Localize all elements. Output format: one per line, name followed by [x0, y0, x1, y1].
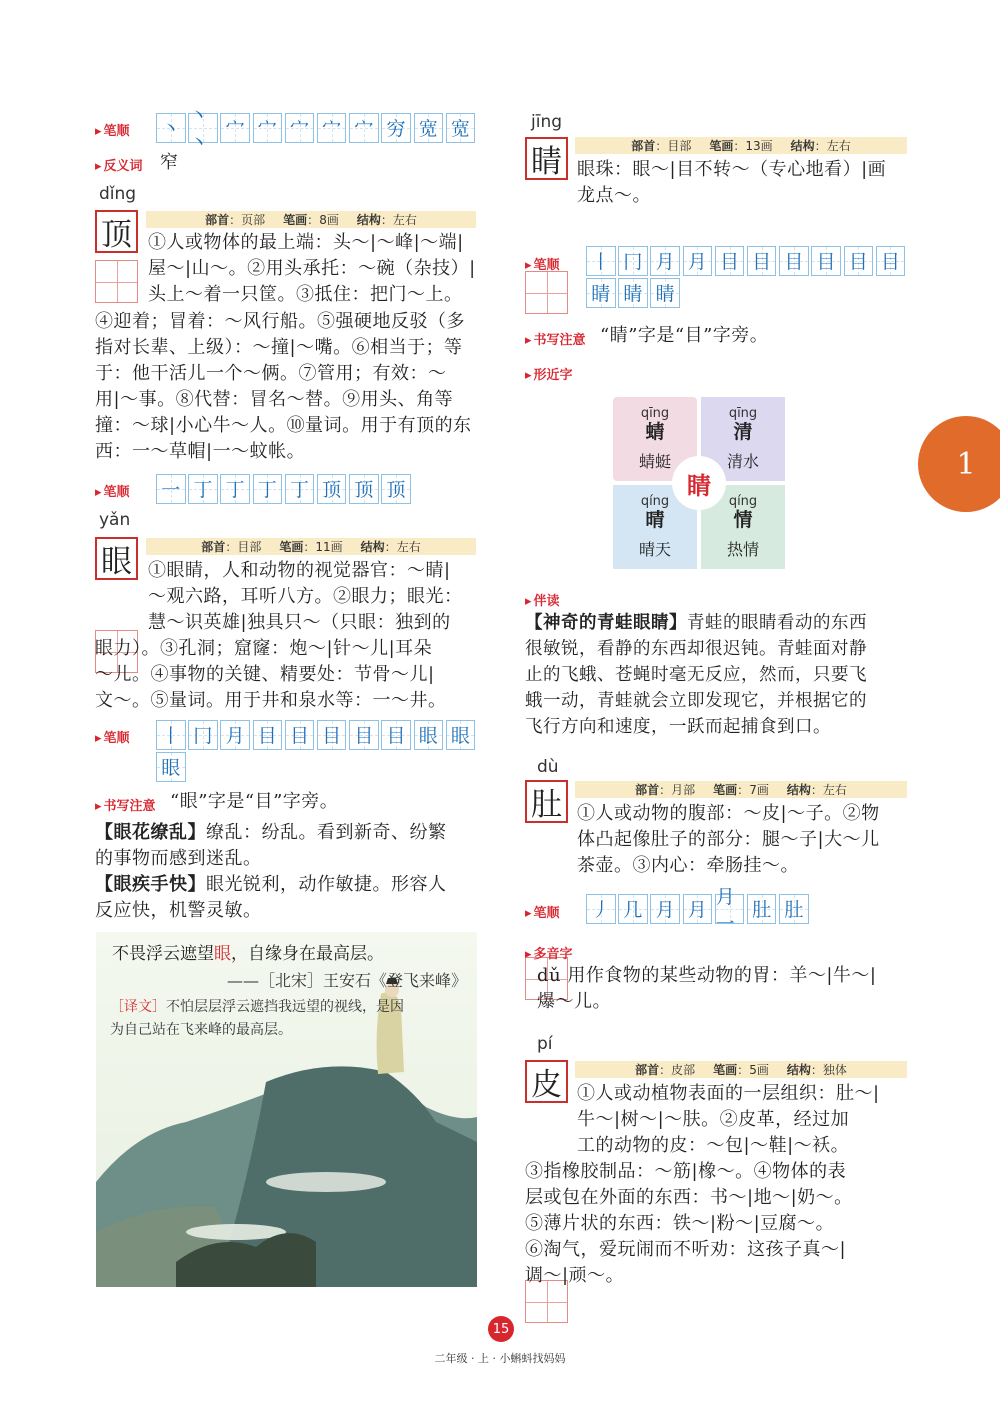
reading-line: 很敏锐，看静的东西却很迟钝。青蛙面对静: [525, 639, 867, 659]
jing-writing-grid: [525, 271, 568, 314]
poem-author: ——［北宋］王安石《登飞来峰》: [226, 971, 467, 990]
stroke-order-label: ▸ 笔顺: [525, 902, 560, 921]
stroke-glyph: 肚: [784, 899, 804, 922]
yan-idiom-1: 【眼花缭乱】缭乱：纷乱。看到新奇、纷繁: [95, 822, 447, 843]
jing-def-line: 龙点～。: [577, 185, 651, 206]
yan-stroke-order: [156, 720, 478, 782]
stroke-glyph: 目: [322, 725, 342, 748]
pi-def-line: ⑥淘气，爱玩闹而不听劝：这孩子真～|: [525, 1239, 847, 1260]
stroke-step: [220, 474, 250, 504]
stroke-step: [650, 278, 680, 308]
stroke-glyph: 丁: [193, 479, 213, 502]
stroke-glyph: 丶丶: [189, 104, 209, 154]
stroke-step: [381, 720, 411, 750]
page-number: 15: [488, 1316, 514, 1342]
du-def-line: ①人或动物的腹部：～皮|～子。②物: [577, 803, 880, 824]
du-polyphonic-line: 爆～儿。: [537, 991, 611, 1012]
yan-def-line: 慧～识英雄|独具只～（只眼：独到的: [148, 612, 451, 633]
similar-chars-center: 睛: [672, 456, 726, 510]
stroke-glyph: 丁: [289, 479, 309, 502]
polyphonic-label: ▸ 多音字: [525, 943, 573, 962]
stroke-glyph: 月: [655, 899, 675, 922]
stroke-order-label: ▸ 笔顺: [525, 254, 560, 273]
stroke-glyph: 宀: [289, 118, 309, 141]
yan-idiom-1-cont: 的事物而感到迷乱。: [95, 848, 262, 869]
similar-char-qing-water: qīng 清 清水: [701, 397, 785, 481]
pi-def-line: 调～|顽～。: [525, 1265, 625, 1286]
stroke-step: [220, 113, 250, 143]
stroke-step: [349, 113, 379, 143]
ding-def-line: 于：他干活儿一个～俩。⑦管用；有效：～: [95, 363, 447, 384]
stroke-glyph: 睛: [591, 283, 611, 306]
similar-char-qing-insect: qīng 蜻 蜻蜓: [613, 397, 697, 481]
stroke-glyph: 丶: [161, 118, 181, 141]
pi-def-line: 牛～|树～|～肤。②皮革，经过加: [577, 1109, 850, 1130]
stroke-step: [285, 720, 315, 750]
stroke-step: [253, 474, 283, 504]
yan-def-line: ～儿。④事物的关键、精要处：节骨～儿|: [95, 664, 435, 685]
ding-def-line: 用|～事。⑧代替：冒名～替。⑨用头、角等: [95, 389, 454, 410]
stroke-step: [446, 720, 476, 750]
stroke-step: [446, 113, 476, 143]
stroke-step: [253, 720, 283, 750]
stroke-step: [349, 474, 379, 504]
similar-char-qing-heart: qíng 情 热情: [701, 485, 785, 569]
stroke-step: [876, 246, 906, 276]
ding-def-line: 指对长辈、上级）：～撞|～嘴。⑥相当于；等: [95, 337, 463, 358]
yan-def-line: ～观六路，耳听八方。②眼力；眼光：: [148, 586, 463, 607]
stroke-glyph: 几: [623, 899, 643, 922]
stroke-step: [586, 278, 616, 308]
du-def-line: 体凸起像肚子的部分：腿～子|大～儿: [577, 829, 880, 850]
stroke-step: [156, 474, 186, 504]
stroke-glyph: 宀: [225, 118, 245, 141]
stroke-step: [381, 113, 411, 143]
pi-pinyin: pí: [537, 1034, 553, 1054]
pi-info-bar: 部首：皮部 笔画：5画 结构：独体: [575, 1061, 907, 1078]
stroke-glyph: 睛: [655, 283, 675, 306]
reading-line: 飞行方向和速度，一跃而起捕食到口。: [525, 717, 831, 737]
stroke-glyph: 目: [257, 725, 277, 748]
antonym-value: 窄: [160, 152, 179, 173]
ding-stroke-order: [156, 474, 478, 504]
jing-stroke-order: [586, 246, 908, 308]
stroke-step: [317, 720, 347, 750]
stroke-glyph: 目: [719, 251, 739, 274]
du-stroke-order: [586, 885, 908, 935]
footer-book-title: 二年级 · 上 · 小蝌蚪找妈妈: [434, 1352, 566, 1365]
ding-def-line: 西：一～草帽|一～蚊帐。: [95, 441, 306, 462]
stroke-order-label: ▸ 笔顺: [95, 727, 130, 746]
jing-info-bar: 部首：目部 笔画：13画 结构：左右: [575, 137, 907, 154]
stroke-glyph: 月: [687, 899, 707, 922]
yan-def-line: ①眼睛，人和动物的视觉器官：～睛|: [148, 560, 451, 581]
stroke-step: [349, 720, 379, 750]
yan-idiom-2-cont: 反应快，机警灵敏。: [95, 900, 262, 921]
stroke-glyph: 目: [289, 725, 309, 748]
stroke-glyph: 宀: [322, 118, 342, 141]
stroke-step: [618, 246, 648, 276]
stroke-order-label: ▸ 笔顺: [95, 481, 130, 500]
stroke-step: [747, 246, 777, 276]
poem-illustration: [96, 932, 477, 1287]
ding-pinyin: dǐng: [99, 184, 137, 204]
writing-note-label: ▸ 书写注意: [525, 329, 586, 348]
yan-pinyin: yǎn: [99, 510, 131, 530]
stroke-glyph: 宽: [418, 118, 438, 141]
stroke-glyph: 肚: [752, 899, 772, 922]
reading-label: ▸ 伴读: [525, 590, 560, 609]
stroke-glyph: 丨: [161, 725, 181, 748]
stroke-glyph: 目: [880, 251, 900, 274]
stroke-step: [715, 246, 745, 276]
stroke-step: [285, 113, 315, 143]
stroke-step: [414, 113, 444, 143]
du-polyphonic-line: dǔ 用作食物的某些动物的胃：羊～|牛～|: [537, 965, 877, 986]
jing-pinyin: jīng: [531, 112, 563, 132]
stroke-step: [650, 246, 680, 276]
stroke-glyph: 穷: [386, 118, 406, 141]
du-def-line: 茶壶。③内心：牵肠挂～。: [577, 855, 799, 876]
du-character: 肚: [525, 780, 568, 823]
stroke-glyph: 目: [386, 725, 406, 748]
stroke-step: [844, 246, 874, 276]
du-pinyin: dù: [537, 757, 559, 777]
stroke-glyph: 眼: [418, 725, 438, 748]
ding-writing-grid: [95, 260, 138, 303]
stroke-glyph: 顶: [386, 479, 406, 502]
stroke-step: [317, 113, 347, 143]
kuan-stroke-order: [156, 104, 478, 154]
yan-writing-note: “眼”字是“目”字旁。: [170, 791, 339, 812]
stroke-step: [285, 474, 315, 504]
stroke-glyph: 顶: [322, 479, 342, 502]
stroke-step: [253, 113, 283, 143]
ding-def-line: ④迎着；冒着：～风行船。⑤强硬地反驳（多: [95, 311, 465, 332]
stroke-step: [188, 104, 218, 154]
similar-chars-label: ▸ 形近字: [525, 364, 573, 383]
stroke-step: [683, 894, 713, 924]
du-info-bar: 部首：月部 笔画：7画 结构：左右: [575, 781, 907, 798]
stroke-glyph: 宀: [354, 118, 374, 141]
stroke-step: [586, 246, 616, 276]
stroke-glyph: 目: [354, 725, 374, 748]
stroke-step: [381, 474, 411, 504]
stroke-glyph: 宽: [450, 118, 470, 141]
yan-info-bar: 部首：目部 笔画：11画 结构：左右: [146, 538, 476, 555]
ding-character: 顶: [95, 210, 138, 253]
similar-chars-diagram: [613, 397, 785, 569]
stroke-glyph: 宀: [257, 118, 277, 141]
ding-def-line: 头上～着一只筐。③抵住：把门～上。: [148, 284, 463, 305]
stroke-step: [156, 720, 186, 750]
yan-def-line: 眼力）。③孔洞；窟窿：炮～|针～儿|耳朵: [95, 638, 433, 659]
stroke-step: [317, 474, 347, 504]
stroke-glyph: 丁: [257, 479, 277, 502]
stroke-glyph: 丿: [591, 899, 611, 922]
ding-def-line: ①人或物体的最上端：头～|～峰|～端|: [148, 232, 464, 253]
ding-def-line: 屋～|山～。②用头承托：～碗（杂技）|: [148, 258, 476, 279]
stroke-step: [618, 894, 648, 924]
stroke-step: [683, 246, 713, 276]
stroke-glyph: 眼: [161, 757, 181, 780]
reading-line: 蛾一动，青蛙就会立即发现它，并根据它的: [525, 691, 867, 711]
yan-idiom-2: 【眼疾手快】眼光锐利，动作敏捷。形容人: [95, 874, 447, 895]
pi-def-line: 工的动物的皮：～包|～鞋|～袄。: [577, 1135, 850, 1156]
yan-character: 眼: [95, 537, 138, 580]
pi-character: 皮: [525, 1060, 568, 1103]
stroke-step: [220, 720, 250, 750]
jing-character: 睛: [525, 137, 568, 180]
stroke-step: [188, 474, 218, 504]
pi-def-line: ⑤薄片状的东西：铁～|粉～|豆腐～。: [525, 1213, 835, 1234]
stroke-step: [747, 894, 777, 924]
stroke-glyph: 眼: [450, 725, 470, 748]
stroke-glyph: 目: [784, 251, 804, 274]
stroke-step: [414, 720, 444, 750]
stroke-glyph: 冂: [193, 725, 213, 748]
stroke-step: [650, 894, 680, 924]
stroke-glyph: 一: [161, 479, 181, 502]
pi-def-line: ①人或动植物表面的一层组织：肚～|: [577, 1083, 880, 1104]
jing-def-line: 眼珠：眼～|目不转～（专心地看）|画: [577, 159, 887, 180]
stroke-order-label: ▸ 笔顺: [95, 120, 130, 139]
stroke-step: [156, 113, 186, 143]
reading-line: 止的飞蛾、苍蝇时毫无反应，然而，只要飞: [525, 665, 867, 685]
stroke-glyph: 顶: [354, 479, 374, 502]
antonym-label: ▸ 反义词: [95, 155, 143, 174]
stroke-step: [779, 894, 809, 924]
stroke-glyph: 月: [687, 251, 707, 274]
writing-note-label: ▸ 书写注意: [95, 795, 156, 814]
stroke-glyph: 目: [752, 251, 772, 274]
stroke-step: [811, 246, 841, 276]
poem-line: 不畏浮云遮望眼，自缘身在最高层。: [112, 944, 384, 964]
pi-def-line: ③指橡胶制品：～筋|橡～。④物体的表: [525, 1161, 847, 1182]
stroke-glyph: 睛: [623, 283, 643, 306]
stroke-glyph: 冂: [623, 251, 643, 274]
stroke-glyph: 月: [655, 251, 675, 274]
reading-line: 【神奇的青蛙眼睛】青蛙的眼睛看动的东西: [525, 613, 867, 633]
stroke-step: [779, 246, 809, 276]
stroke-glyph: 丨: [591, 251, 611, 274]
jing-writing-note: “睛”字是“目”字旁。: [600, 325, 769, 346]
chapter-tab[interactable]: 1: [918, 416, 1000, 512]
pi-def-line: 层或包在外面的东西：书～|地～|奶～。: [525, 1187, 853, 1208]
similar-char-qing-sun: qíng 晴 晴天: [613, 485, 697, 569]
stroke-step: [156, 752, 186, 782]
ding-def-line: 撞：～球|小心牛～人。⑩量词。用于有顶的东: [95, 415, 472, 436]
stroke-step: [586, 894, 616, 924]
stroke-glyph: 月一: [715, 885, 735, 935]
poem-translation: ［译文］不怕层层浮云遮挡我远望的视线，是因 为自己站在飞来峰的最高层。: [110, 999, 404, 1038]
stroke-step: [188, 720, 218, 750]
stroke-step: [715, 885, 745, 935]
yan-def-line: 文～。⑤量词。用于井和泉水等：一～井。: [95, 690, 447, 711]
stroke-glyph: 目: [848, 251, 868, 274]
ding-info-bar: 部首：页部 笔画：8画 结构：左右: [146, 211, 476, 228]
stroke-glyph: 丁: [225, 479, 245, 502]
stroke-glyph: 月: [225, 725, 245, 748]
stroke-glyph: 目: [816, 251, 836, 274]
stroke-step: [618, 278, 648, 308]
